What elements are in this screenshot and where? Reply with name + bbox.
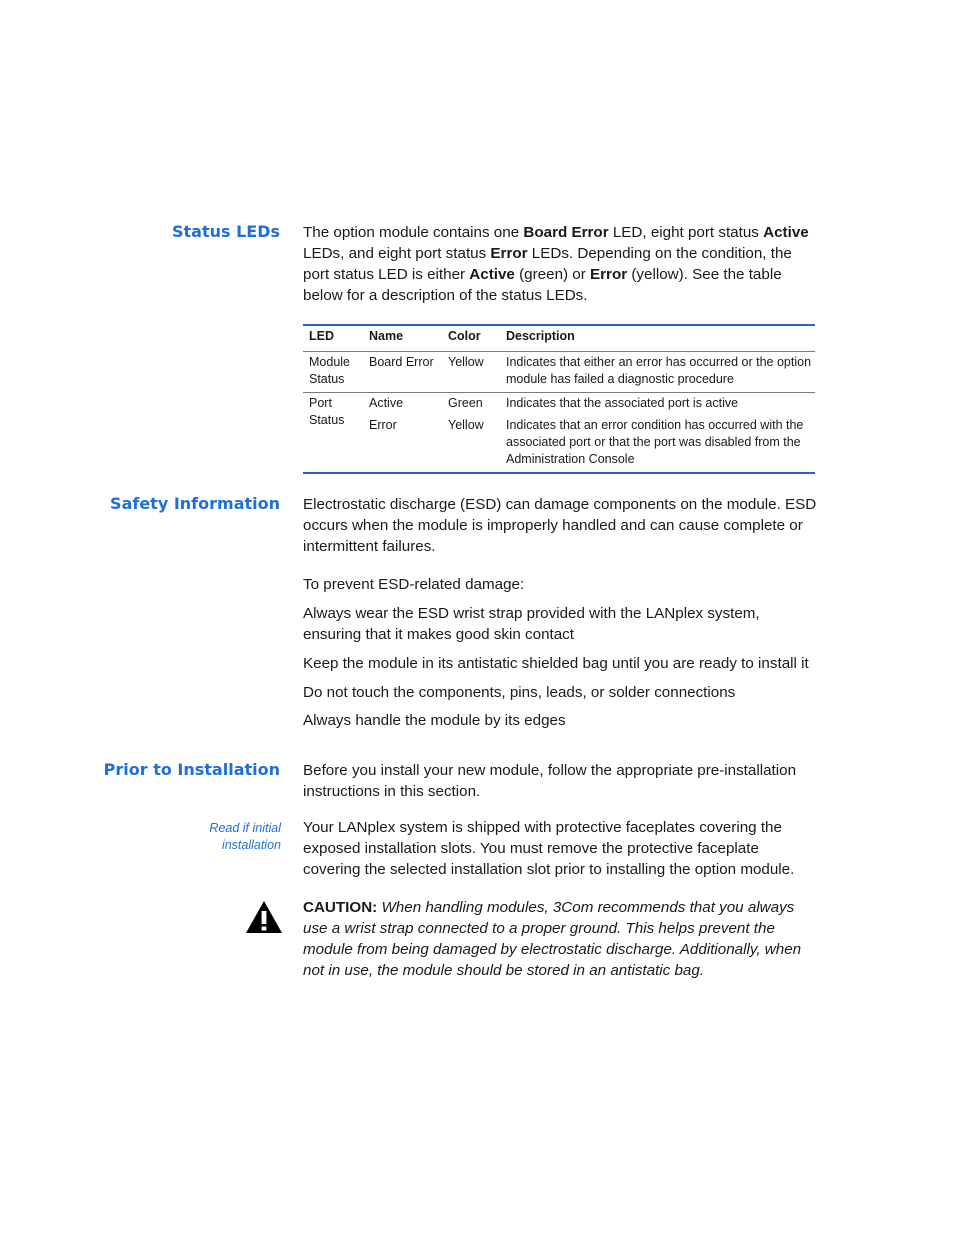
status-leds-intro: [303, 222, 818, 306]
table-cell-description-error: Indicates that an error condition has occurred with the associated port or that the port was disabled from the Administration Console: [506, 418, 804, 466]
prior-to-installation-heading: Prior to Installation: [103, 760, 280, 779]
intro-text-2: LED, eight port status: [608, 224, 764, 241]
caution-label: CAUTION:: [303, 899, 378, 916]
status-leds-heading: Status LEDs: [171, 222, 280, 241]
safety-information-heading: Safety Information: [110, 494, 280, 513]
table-header-led: LED: [309, 329, 334, 343]
table-cell-name: Board Error: [369, 355, 434, 369]
table-header-color: Color: [448, 329, 481, 343]
table-cell-name: [369, 394, 448, 472]
list-item: Always wear the ESD wrist strap provided with the LANplex system, ensuring that it makes good skin contact: [303, 605, 760, 643]
table-cell-color-yellow: Yellow: [448, 418, 484, 432]
intro-text-1: The option module contains one: [303, 224, 524, 241]
prior-intro: Before you install your new module, follow the appropriate pre-installation instructions in this section.: [303, 762, 797, 800]
caution-paragraph: [303, 897, 815, 981]
faceplate-paragraph: Your LANplex system is shipped with protective faceplates covering the exposed installation slots. You must remove the protective faceplate covering the selected installation slot prior to installing the option module.: [303, 819, 795, 878]
table-header-name: Name: [369, 329, 404, 343]
table-cell-name-error: Error: [369, 418, 397, 432]
intro-bold-error-2: Error: [590, 266, 628, 283]
table-row: [303, 352, 815, 393]
intro-text-5: (green) or: [514, 266, 591, 283]
intro-text-4: LEDs. Depending on the condition, the port status LED is either: [303, 245, 792, 283]
table-header-description: Description: [506, 329, 575, 343]
intro-text-6: (yellow). See the table below for a description of the status LEDs.: [303, 266, 782, 304]
list-item: Always handle the module by its edges: [303, 712, 566, 729]
table-cell-name-active: Active: [369, 396, 404, 410]
safety-prevent-label: To prevent ESD-related damage:: [303, 576, 525, 593]
table-cell-led: Module Status: [309, 355, 350, 386]
table-cell-description: [506, 394, 815, 472]
caution-text: When handling modules, 3Com recommends that you always use a wrist strap connected to a proper ground. This helps prevent the module from being damaged by electrostatic discharge. Additionally, when not in use, the module should be stored in an antistatic bag.: [303, 899, 802, 979]
table-header-row: [303, 326, 815, 352]
intro-bold-board-error: Board Error: [523, 224, 609, 241]
table-cell-description: Indicates that either an error has occurred or the option module has failed a diagnostic procedure: [506, 355, 812, 386]
list-item: Do not touch the components, pins, leads, or solder connections: [303, 684, 736, 701]
intro-text-3: LEDs, and eight port status: [303, 245, 491, 262]
table-cell-color: [448, 394, 506, 472]
intro-bold-active-2: Active: [469, 266, 515, 283]
safety-intro: Electrostatic discharge (ESD) can damage components on the module. ESD occurs when the module is improperly handled and can cause complete or intermittent failures.: [303, 496, 817, 555]
list-item: Keep the module in its antistatic shielded bag until you are ready to install it: [303, 655, 809, 672]
status-led-table: [303, 324, 815, 474]
intro-bold-active: Active: [763, 224, 809, 241]
side-note-line-1: Read if initial: [209, 821, 281, 835]
table-cell-description-active: Indicates that the associated port is active: [506, 396, 739, 410]
table-cell-color: Yellow: [448, 355, 484, 369]
warning-triangle-icon: [245, 900, 283, 934]
table-cell-color-green: Green: [448, 396, 483, 410]
table-row: [303, 393, 815, 472]
table-cell-led: Port Status: [309, 396, 345, 427]
side-note-initial-installation: [209, 820, 281, 854]
side-note-line-2: installation: [221, 838, 281, 852]
intro-bold-error: Error: [490, 245, 528, 262]
